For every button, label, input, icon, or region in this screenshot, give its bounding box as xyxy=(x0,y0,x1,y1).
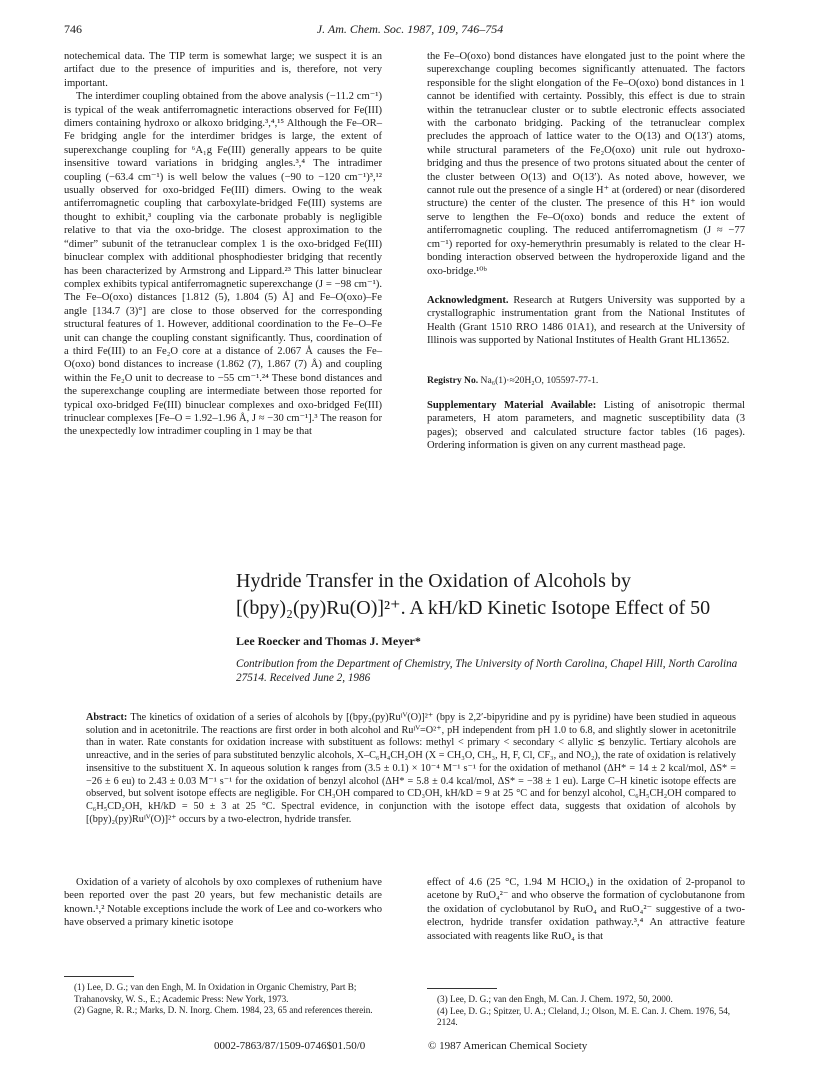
paragraph: The interdimer coupling obtained from the above analysis (−11.2 cm⁻¹) is typical of the weak antiferromagnetic interactions observed for Fe(III) dimers containing hydroxo or alkoxo bridging.³,⁴,¹⁵ Although the Fe–OR–Fe bridging angle for the interdimer bridges is large, the extent of superexchange coupling for ⁶A₁g Fe(III) generally appears to be quite insensitive toward variations in bridging angles.³,⁴ The intradimer coupling (−63.4 cm⁻¹) is well below the values (−90 to −120 cm⁻¹)³,¹² usually observed for oxo-bridged Fe(III) dimers. Owing to the weak antiferromagnetic coupling that carboxylate-bridged Fe(III) systems are thought to exhibit,³ coupling via the carbonate probably is negligible relative to that via the oxo-bridge. The closest approximation to the “dimer” subunit of the tetranuclear complex 1 is the oxo-bridged Fe(III) binuclear complex with additional phosphodiester bridging that recently has been characterized by Armstrong and Lippard.²³ This latter binuclear complex exhibits typical antiferromagnetic superexchange (J = −98 cm⁻¹). The Fe–O(oxo) distances [1.812 (5), 1.804 (5) Å] and Fe–O(oxo)–Fe angle [134.7 (3)°] are close to those observed for the corresponding structural features of 1. However, additional coordination to the Fe–O–Fe unit can change the coupling constant significantly. Thus, coordination of a third Fe(III) to an Fe₂O core at a distance of 2.067 Å causes the Fe–O(oxo) bond distances to increase (1.862 (7), 1.867 (7) Å) and coupling within the Fe₂O unit to decrease to −55 cm⁻¹.²⁴ These bond distances and the superexchange coupling are intermediate between those reported for typical oxo-bridged Fe(III) binuclear complexes and oxo-bridged Fe(III) trinuclear complexes [Fe–O = 1.92–1.96 Å, J ≈ −30 cm⁻¹].³ The reason for the unexpectedly low intradimer coupling in 1 may be that xyxy=(64,91,382,438)
footnote-rule xyxy=(427,988,497,989)
acknowledgment xyxy=(427,294,745,348)
paragraph: the Fe–O(oxo) bond distances have elongated just to the point where the superexchange coupling becomes significantly attenuated. The factors responsible for the slight elongation of the Fe–O(oxo) bond distances in 1 cannot be identified with certainty. Possibly, this effect is due to strain within the tetranuclear cluster or to subtle electronic effects associated with the carbonato bridging. Packing of the tetranuclear complex precludes the approach of lattice water to the O(13) and O(13′) atoms, while structural parameters of the Fe₂O(oxo) unit rule out hydroxo-bridging and thus the presence of two protons situated about the center of the cluster between O(13) and O(13′). As noted above, however, we cannot rule out the presence of a single H⁺ at (ordered) or near (disordered structure) the center of the cluster. The presence of this H⁺ ion would serve to lengthen the Fe–O(oxo) bonds and reduce the extent of antiferromagnetic coupling. The reduced antiferromagnetism (J ≈ −77 cm⁻¹) reported for oxy-hemerythrin presumably is related to the clear H-bonding interaction observed between the hydroperoxide ligand and the oxo-bridge.¹⁰ᵇ xyxy=(427,51,745,277)
abstract-text: The kinetics of oxidation of a series of alcohols by [(bpy₂(py)Ruᴵⱽ(O)]²⁺ (bpy is 2,2′-bipyridine and py is pyridine) have been studied in aqueous solution and in acetonitrile. The reactions are first order in both alcohol and Ruᴵⱽ=O²⁺, pH independent from pH 1.0 to 6.8, and slightly slower in acetonitrile than in water. Rate constants for oxidation increase with substituent as follows: methyl < primary < secondary < allylic ≲ benzylic. Tertiary alcohols are unreactive, and in the series of para substituted benzylic alcohols, X–C₆H₄CH₂OH (X = CH₃O, CH₃, H, F, Cl, CF₃, and NO₂), the rate of oxidation is relatively insensitive to the substituent X. In aqueous solution k ranges from (3.5 ± 0.1) × 10⁻⁴ M⁻¹ s⁻¹ for the oxidation of methanol (ΔH* = 14 ± 2 kcal/mol, ΔS* = −26 ± 6 eu) to 2.43 ± 0.03 M⁻¹ s⁻¹ for the oxidation of benzyl alcohol (ΔH* = 5.8 ± 0.4 kcal/mol, ΔS* = −38 ± 1 eu). Large C–H kinetic isotope effects are observed, but solvent isotope effects are negligible. For CH₃OH compared to CD₃OH, kH/kD = 9 at 25 °C and for benzyl alcohol, C₆H₅CH₂OH compared to C₆H₅CD₂OH, kH/kD = 50 ± 3 at 25 °C. Spectral evidence, in conjunction with the isotope effect data, suggests that oxidation of alcohols by [(bpy)₂(py)Ruᴵⱽ(O)]²⁺ occurs by a two-electron, hydride transfer. xyxy=(86,712,736,825)
acknowledgment-text: Research at Rutgers University was supported by a crystallographic instrumentation grant from the National Institutes of Health (Grant 1510 RRO 1486 01A1), and research at the University of Illinois was supported by National Institutes of Health Grant HL13652. xyxy=(427,295,745,347)
supplementary-material xyxy=(427,399,745,453)
registry-heading: Registry No. xyxy=(427,375,479,386)
supplementary-text: Listing of anisotropic thermal parameters, H atom parameters, and magnetic susceptibility data (3 pages); observed and calculated structure factor tables (16 pages). Ordering information is given on any current masthead page. xyxy=(427,400,745,452)
acknowledgment-heading: Acknowledgment. xyxy=(427,295,509,306)
intro-right-column: effect of 4.6 (25 °C, 1.94 M HClO₄) in the oxidation of 2-propanol to acetone by RuO₄²⁻ and who observe the formation of cyclobutanone from the oxidation of cyclobutanol by RuO₄ and RuO₄²⁻ suggestive of a two-electron, hydride transfer oxidation pathway.³,⁴ An attractive feature associated with reagents like RuO₄ is that xyxy=(427,877,745,942)
article-code: 0002-7863/87/1509-0746$01.50/0 xyxy=(214,1040,366,1052)
previous-article-right-column xyxy=(427,50,745,278)
journal-header: J. Am. Chem. Soc. 1987, 109, 746–754 xyxy=(316,22,504,36)
footnote-rule xyxy=(64,976,134,977)
article-title xyxy=(236,568,756,622)
title-line: Hydride Transfer in the Oxidation of Alcohols by xyxy=(236,570,631,592)
registry-numbers xyxy=(427,375,745,386)
copyright: © 1987 American Chemical Society xyxy=(428,1040,588,1052)
paragraph: notechemical data. The TIP term is somewhat large; we suspect it is an artifact due to the presence of impurities and is, therefore, not very important. xyxy=(64,51,382,89)
footnotes-left xyxy=(64,982,382,1017)
abstract xyxy=(86,712,736,826)
footnotes-right xyxy=(427,994,745,1029)
affiliation: Contribution from the Department of Chemistry, The University of North Carolina, Chapel Hill, North Carolina 27514. Received June 2, 1986 xyxy=(236,658,738,684)
previous-article-left-column xyxy=(64,50,382,439)
intro-left-column: Oxidation of a variety of alcohols by oxo complexes of ruthenium have been reported over the past 20 years, but few mechanistic details are known.¹,² Notable exceptions include the work of Lee and co-workers who have observed a primary kinetic isotope xyxy=(64,877,382,929)
footnote: (3) Lee, D. G.; van den Engh, M. Can. J. Chem. 1972, 50, 2000. xyxy=(437,994,673,1004)
authors: Lee Roecker and Thomas J. Meyer* xyxy=(236,634,421,648)
page-number: 746 xyxy=(64,22,82,36)
footnote: (4) Lee, D. G.; Spitzer, U. A.; Cleland, J.; Olson, M. E. Can. J. Chem. 1976, 54, 2124. xyxy=(437,1005,731,1027)
registry-text: Na₆(1)·≈20H₂O, 105597-77-1. xyxy=(478,375,599,386)
footnote: (2) Gagne, R. R.; Marks, D. N. Inorg. Chem. 1984, 23, 65 and references therein. xyxy=(74,1005,373,1015)
supplementary-heading: Supplementary Material Available: xyxy=(427,400,597,411)
footnote: (1) Lee, D. G.; van den Engh, M. In Oxidation in Organic Chemistry, Part B; Trahanovsky, W. S., E.; Academic Press: New York, 1973. xyxy=(74,982,357,1004)
title-line: [(bpy)₂(py)Ru(O)]²⁺. A kH/kD Kinetic Isotope Effect of 50 xyxy=(236,597,711,619)
abstract-label: Abstract: xyxy=(86,712,128,723)
